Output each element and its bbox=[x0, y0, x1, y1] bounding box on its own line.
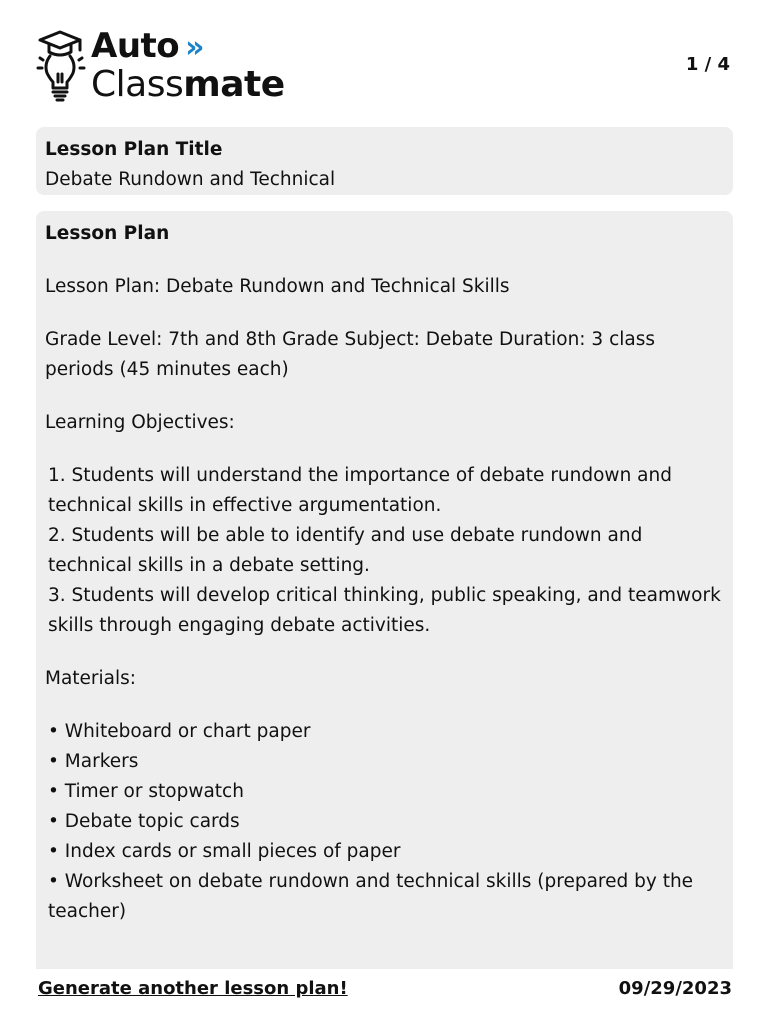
lesson-plan-card bbox=[36, 211, 733, 969]
list-item: • Worksheet on debate rundown and technical skills (prepared by the teacher) bbox=[48, 871, 694, 922]
list-item: • Index cards or small pieces of paper bbox=[48, 841, 401, 862]
objectives-list bbox=[48, 461, 723, 641]
generate-lesson-plan-link[interactable]: Generate another lesson plan! bbox=[38, 978, 348, 999]
list-item: 3. Students will develop critical thinking, public speaking, and teamwork skills through engaging debate activities. bbox=[48, 585, 721, 636]
lesson-plan-label: Lesson Plan bbox=[45, 223, 170, 244]
objectives-label: Learning Objectives: bbox=[45, 412, 235, 433]
lesson-title-value: Debate Rundown and Technical bbox=[45, 169, 336, 190]
footer bbox=[38, 978, 732, 1008]
list-item: • Timer or stopwatch bbox=[48, 781, 244, 802]
lesson-title-label: Lesson Plan Title bbox=[45, 139, 223, 160]
chevrons-right-icon: » bbox=[185, 30, 205, 65]
list-item: 2. Students will be able to identify and use debate rundown and technical skills in a debate setting. bbox=[48, 525, 643, 576]
materials-label: Materials: bbox=[45, 668, 137, 689]
list-item: • Whiteboard or chart paper bbox=[48, 721, 311, 742]
list-item: 1. Students will understand the importance of debate rundown and technical skills in effective argumentation. bbox=[48, 465, 672, 516]
lesson-title-card bbox=[36, 127, 733, 195]
materials-list bbox=[48, 717, 723, 927]
list-item: • Markers bbox=[48, 751, 139, 772]
logo-wordmark-top: Auto » bbox=[91, 26, 205, 66]
graduation-lightbulb-icon bbox=[36, 28, 86, 102]
lesson-plan-meta: Grade Level: 7th and 8th Grade Subject: Debate Duration: 3 class periods (45 minutes each) bbox=[45, 329, 655, 380]
date-label: 09/29/2023 bbox=[618, 978, 732, 999]
lesson-plan-heading: Lesson Plan: Debate Rundown and Technical Skills bbox=[45, 276, 510, 297]
header bbox=[36, 26, 732, 106]
list-item: • Debate topic cards bbox=[48, 811, 240, 832]
logo-wordmark-bottom: Classmate bbox=[91, 64, 285, 105]
page-indicator: 1 / 4 bbox=[685, 54, 730, 75]
